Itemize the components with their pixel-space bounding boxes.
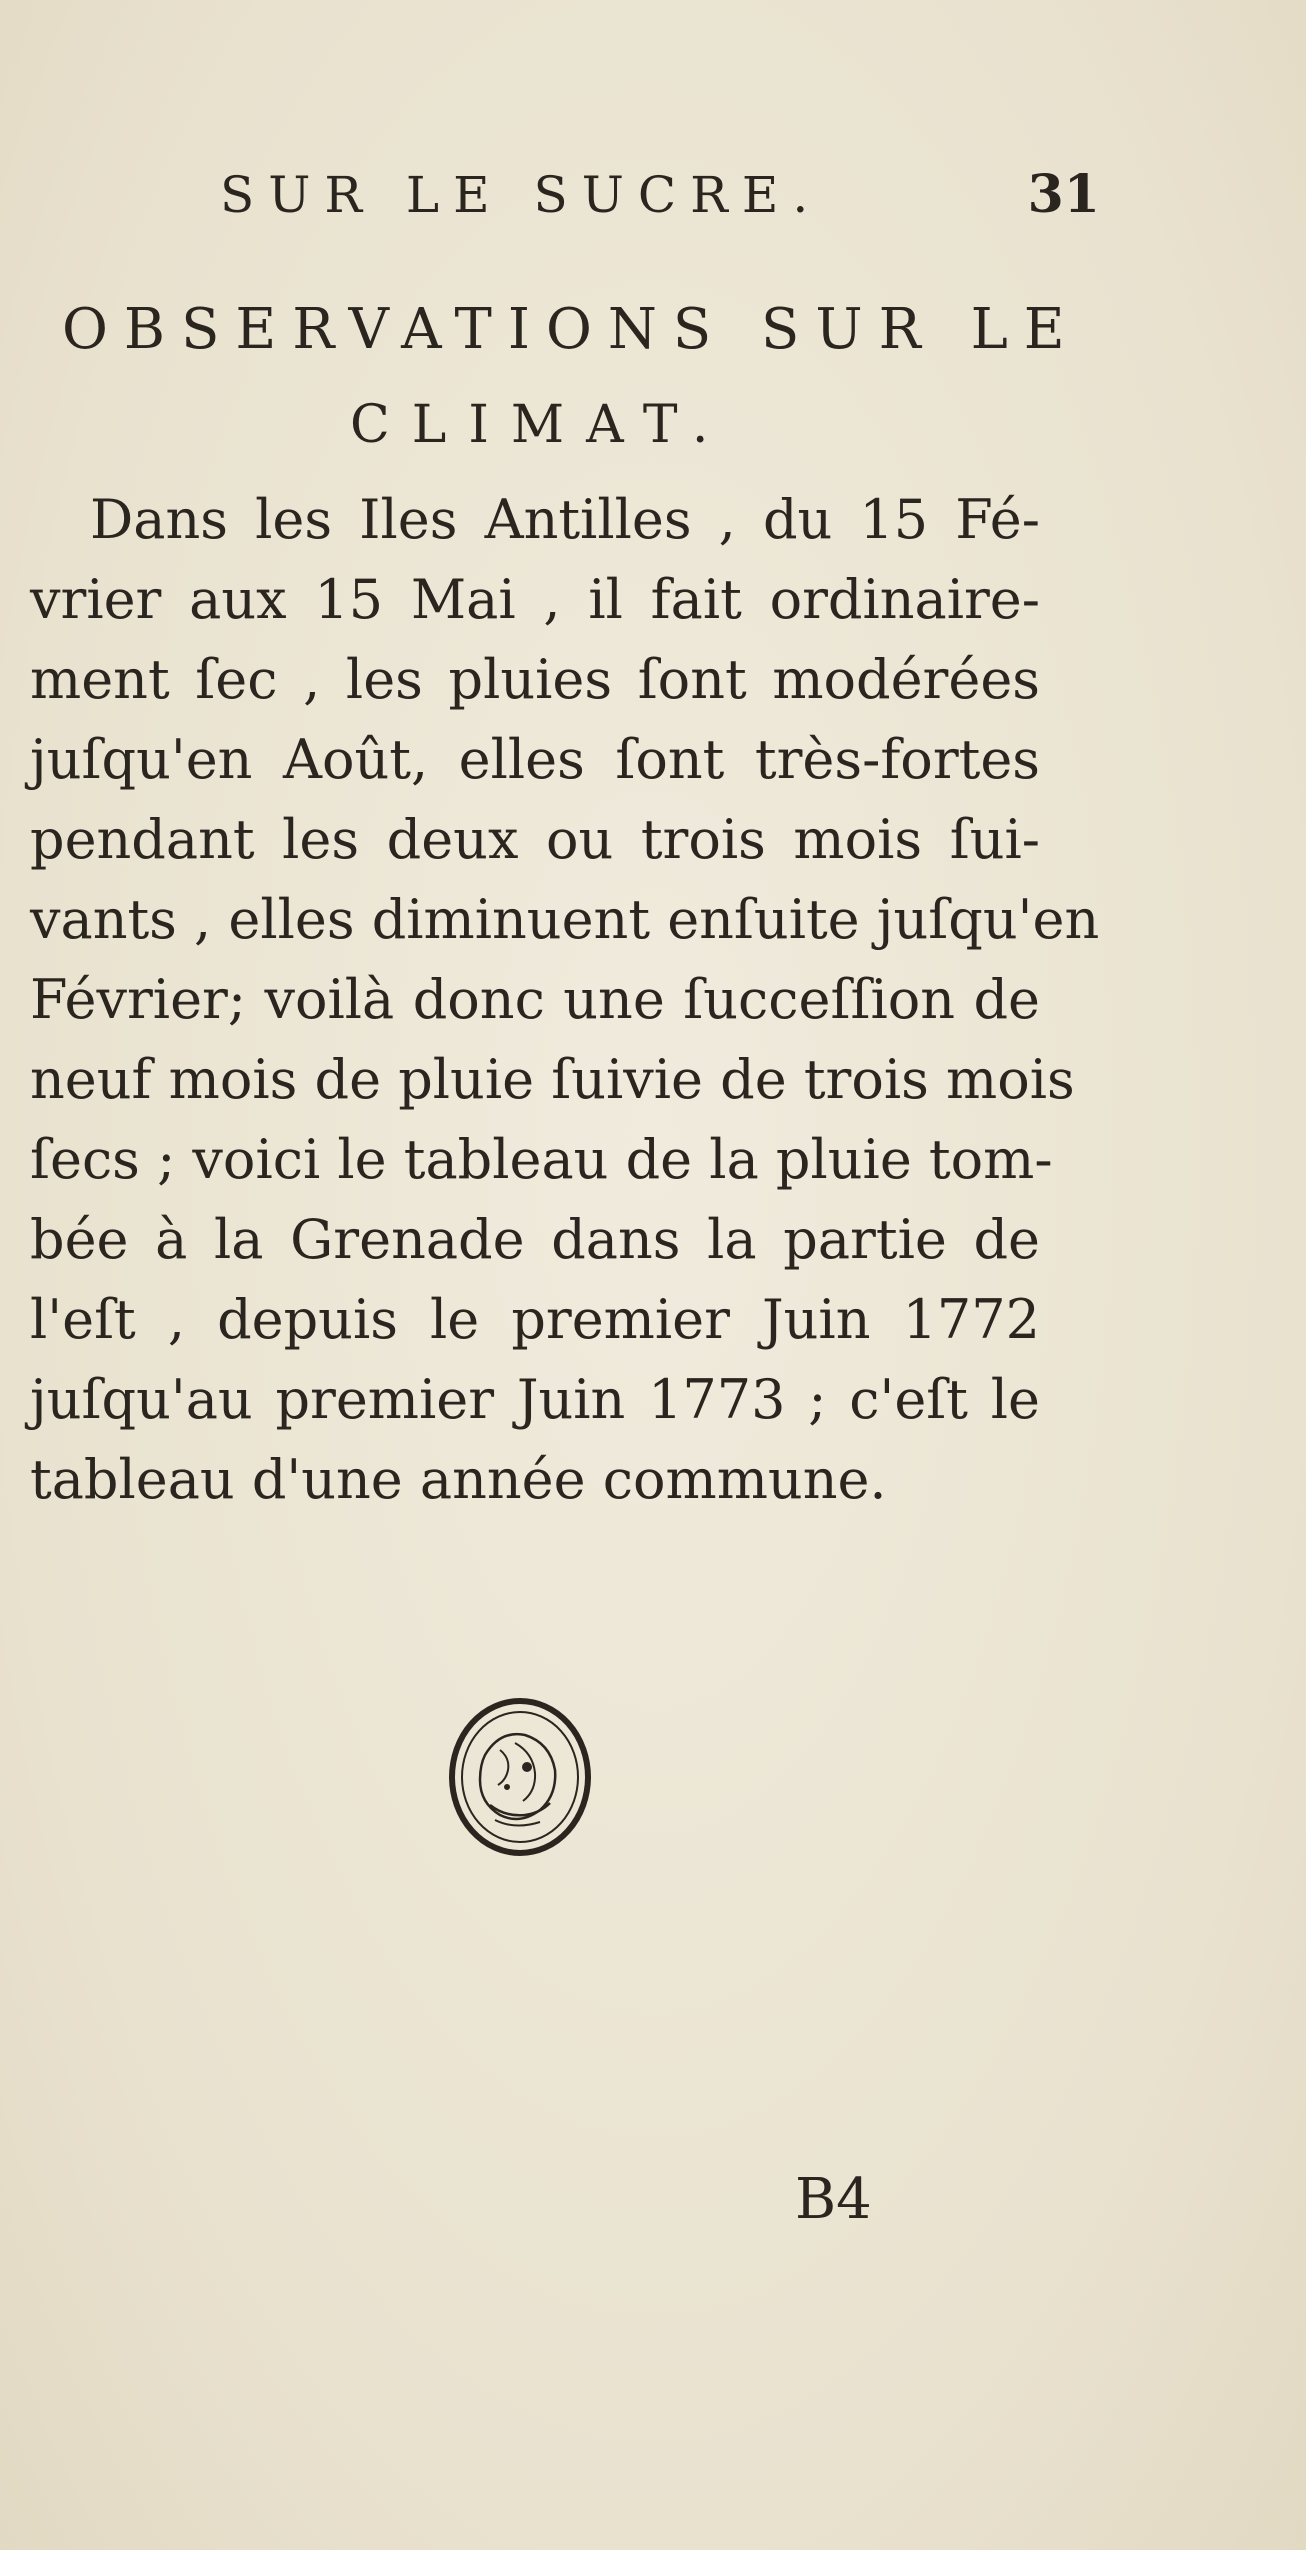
text-line: pendant les deux ou trois mois ſui- bbox=[30, 808, 1040, 871]
text-line: Dans les Iles Antilles , du 15 Fé- bbox=[90, 488, 1040, 551]
signature-mark: B4 bbox=[795, 2167, 872, 2232]
section-heading-line1: OBSERVATIONS SUR LE bbox=[62, 297, 1081, 362]
text-line: bée à la Grenade dans la partie de bbox=[30, 1208, 1040, 1271]
body-paragraph bbox=[30, 480, 1100, 1520]
text-line: ſecs ; voici le tableau de la pluie tom- bbox=[30, 1128, 1053, 1191]
running-head bbox=[220, 160, 1100, 230]
text-line: l'eſt , depuis le premier Juin 1772 bbox=[30, 1288, 1040, 1351]
page-number: 31 bbox=[1027, 164, 1100, 225]
text-line: juſqu'en Août, elles ſont très-fortes bbox=[30, 728, 1040, 791]
text-line: juſqu'au premier Juin 1773 ; c'eſt le bbox=[30, 1368, 1040, 1431]
text-line: neuf mois de pluie ſuivie de trois mois bbox=[30, 1048, 1075, 1111]
running-title: SUR LE SUCRE. bbox=[220, 166, 823, 224]
text-line: ment ſec , les pluies ſont modérées bbox=[30, 648, 1040, 711]
circular-vignette-ornament-icon bbox=[445, 1695, 595, 1860]
text-line: vants , elles diminuent enſuite juſqu'en bbox=[30, 888, 1100, 951]
text-line: tableau d'une année commune. bbox=[30, 1448, 887, 1511]
text-line: vrier aux 15 Mai , il fait ordinaire- bbox=[30, 568, 1040, 631]
section-heading-line2: CLIMAT. bbox=[350, 395, 731, 455]
text-line: Février; voilà donc une ſucceſſion de bbox=[30, 968, 1040, 1031]
